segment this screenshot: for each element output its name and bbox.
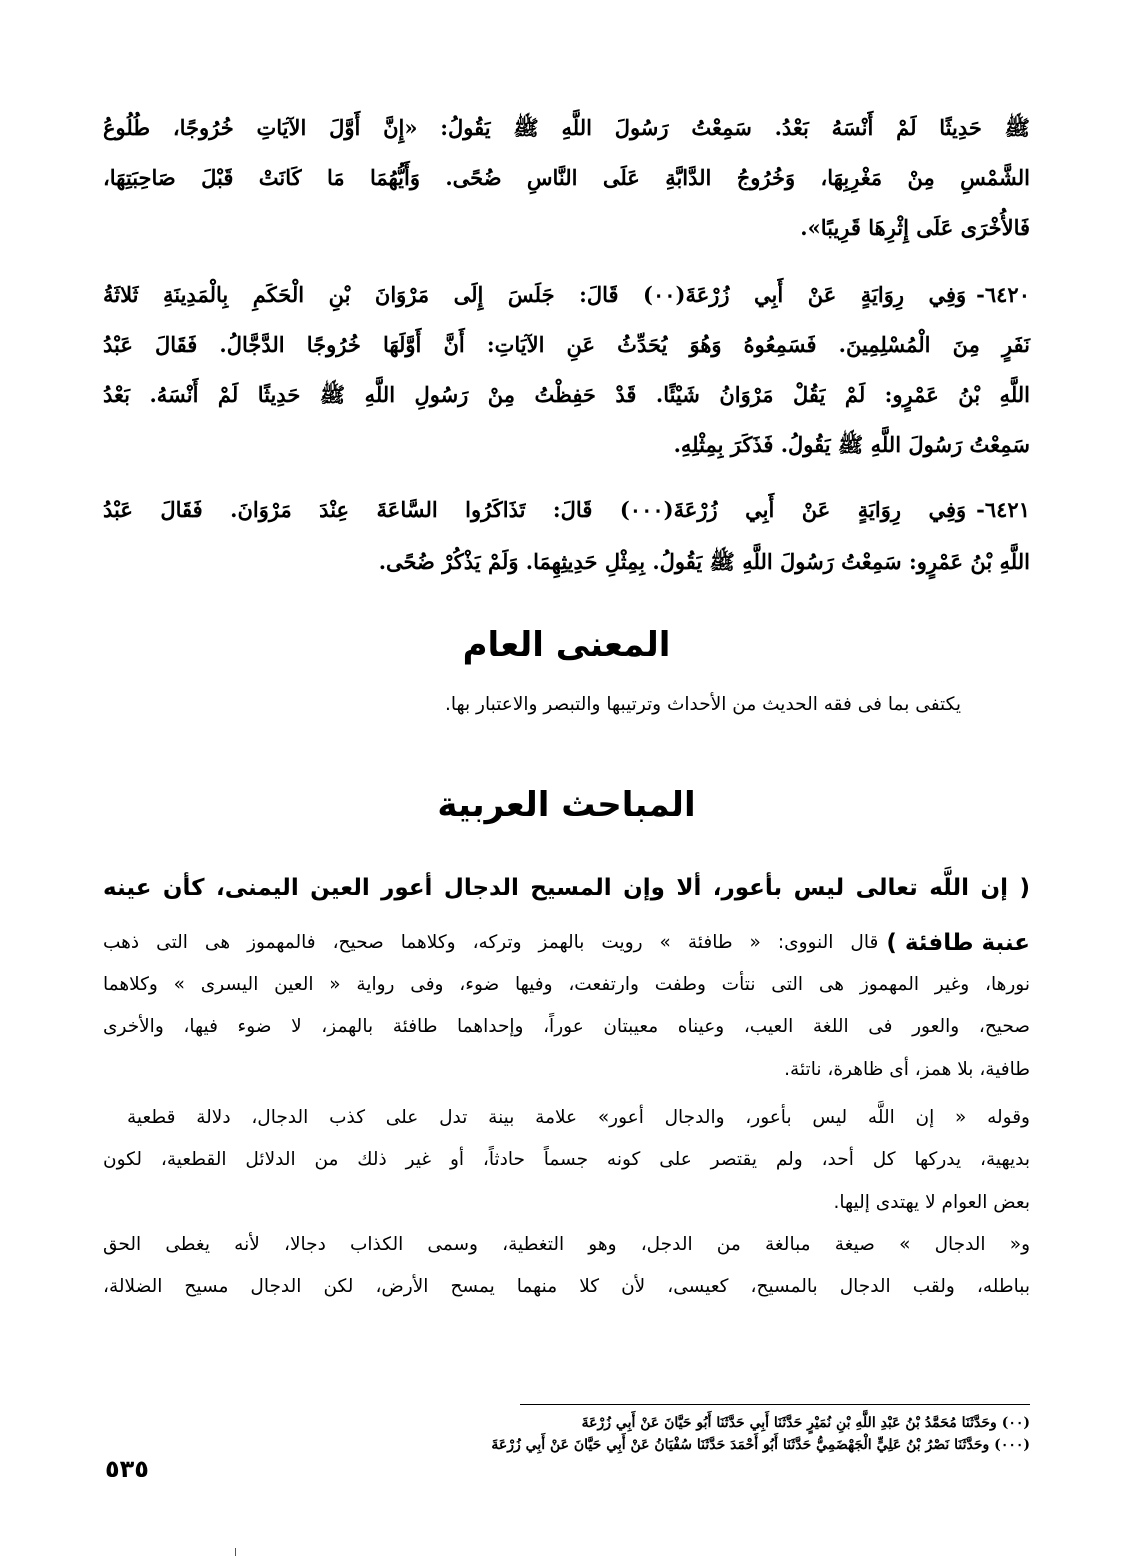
footnote: (٠٠٠) وحَدَّثَنَا نَصْرُ بْنُ عَلِيٍّ الْجَهْضَمِيُّ حَدَّثَنَا أَبُو أَحْمَدَ حَدَّثَنَا سُفْيَانُ عَنْ أَبِي حَيَّانَ عَنْ أَبِي زُرْعَةَ xyxy=(491,1437,1030,1453)
text-line: ﷺ حَدِيثًا لَمْ أَنْسَهُ بَعْدُ. سَمِعْتُ رَسُولَ اللَّهِ ﷺ يَقُولُ: «إِنَّ أَوَّلَ الآيَاتِ خُرُوجًا، طُلُوعُ xyxy=(103,115,1030,140)
text-line: وَفِي رِوَايَةٍ عَنْ أَبِي زُرْعَةَ(٠٠٠) قَالَ: تَذَاكَرُوا السَّاعَةَ عِنْدَ مَرْوَانَ. فَقَالَ عَبْدُ xyxy=(103,497,967,522)
text-line: طافية، بلا همز، أى ظاهرة، ناتئة. xyxy=(784,1059,1030,1080)
text-line: نَفَرٍ مِنَ الْمُسْلِمِينَ. فَسَمِعُوهُ وَهُوَ يُحَدِّثُ عَنِ الآيَاتِ: أَنَّ أَوَّلَهَا خُرُوجًا الدَّجَّالُ. فَقَالَ عَبْدُ xyxy=(103,332,1030,357)
text-line: و« الدجال » صيغة مبالغة من الدجل، وهو التغطية، وسمى الكذاب دجالا، لأنه يغطى الحق xyxy=(103,1234,1030,1255)
text-line: وقوله « إن اللَّه ليس بأعور، والدجال أعور» علامة بينة تدل على كذب الدجال، دلالة قطعية xyxy=(127,1107,1030,1128)
text-line: الشَّمْسِ مِنْ مَغْرِبِهَا، وَخُرُوجُ الدَّابَّةِ عَلَى النَّاسِ ضُحًى. وَأَيُّهُمَا مَا كَانَتْ قَبْلَ صَاحِبَتِهَا، xyxy=(103,165,1030,190)
section-heading-arabic-topics: المباحث العربية xyxy=(437,785,696,825)
text-line: بعض العوام لا يهتدى إليها. xyxy=(833,1192,1030,1213)
text-line: بباطله، ولقب الدجال بالمسيح، كعيسى، لأن كلا منهما يمسح الأرض، لكن الدجال مسيح الضلالة، xyxy=(103,1276,1030,1297)
general-meaning-text: يكتفى بما فى فقه الحديث من الأحداث وترتيبها والتبصر والاعتبار بها. xyxy=(444,694,961,715)
text-line: فَالأُخْرَى عَلَى إِثْرِهَا قَرِيبًا». xyxy=(800,215,1030,240)
text-line: صحيح، والعور فى اللغة العيب، وعيناه معيبتان عوراً، وإحداهما طافئة بالهمز، لا ضوء فيها، والأخرى xyxy=(103,1016,1030,1037)
hadith-number: ٦٤٢٠- xyxy=(976,282,1030,307)
section-heading-general-meaning: المعنى العام xyxy=(462,625,671,665)
hadith-number: ٦٤٢١- xyxy=(976,497,1030,522)
scan-mark xyxy=(235,1548,236,1556)
text-line: قال النووى: « طافئة » رويت بالهمز وتركه، وكلاهما صحيح، فالمهموز هى التى ذهب xyxy=(103,932,879,953)
text-line: نورها، وغير المهموز هى التى نتأت وطفت وارتفعت، وفيها ضوء، وفى رواية « العين اليسرى » وكلاهما xyxy=(103,974,1030,995)
bold-hadith-quote: ( إن اللَّه تعالى ليس بأعور، ألا وإن المسيح الدجال أعور العين اليمنى، كأن عينه xyxy=(103,875,1030,901)
text-line: وَفِي رِوَايَةٍ عَنْ أَبِي زُرْعَةَ(٠٠) قَالَ: جَلَسَ إِلَى مَرْوَانَ بْنِ الْحَكَمِ بِالْمَدِينَةِ ثَلاثَةُ xyxy=(103,282,967,307)
text-line: اللَّهِ بْنُ عَمْرٍو: سَمِعْتُ رَسُولَ اللَّهِ ﷺ يَقُولُ. بِمِثْلِ حَدِيثِهِمَا. وَلَمْ يَذْكُرْ ضُحًى. xyxy=(378,549,1030,574)
footnote: (٠٠) وحَدَّثَنَا مُحَمَّدُ بْنُ عَبْدِ اللَّهِ بْنِ نُمَيْرٍ حَدَّثَنَا أَبِي حَدَّثَنَا أَبُو حَيَّانَ عَنْ أَبِي زُرْعَةَ xyxy=(581,1415,1030,1431)
text-line: بديهية، يدركها كل أحد، ولم يقتصر على كونه جسماً حادثاً، أو غير ذلك من الدلائل القطعية، لكون xyxy=(103,1149,1030,1170)
text-line: سَمِعْتُ رَسُولَ اللَّهِ ﷺ يَقُولُ. فَذَكَرَ بِمِثْلِهِ. xyxy=(673,432,1030,457)
footnote-separator xyxy=(520,1404,1030,1405)
text-line: اللَّهِ بْنُ عَمْرٍو: لَمْ يَقُلْ مَرْوَانُ شَيْئًا. قَدْ حَفِظْتُ مِنْ رَسُولِ اللَّهِ ﷺ حَدِيثًا لَمْ أَنْسَهُ. بَعْدُ xyxy=(103,382,1030,407)
page-number: ٥٣٥ xyxy=(105,1455,149,1483)
bold-hadith-quote-cont: عنبة طافئة ) xyxy=(886,930,1030,956)
